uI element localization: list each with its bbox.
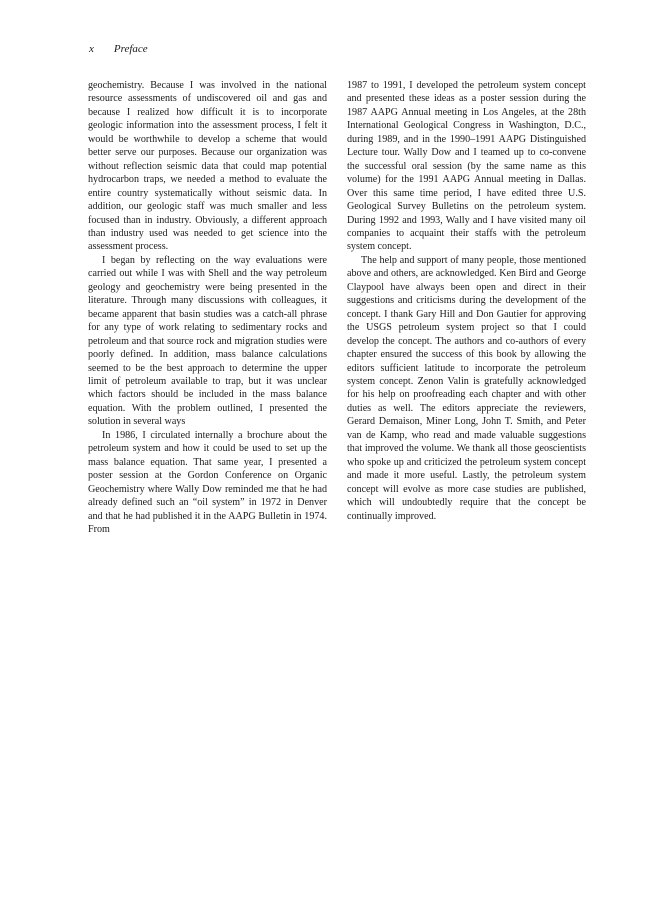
running-title: Preface	[113, 43, 148, 55]
page-number: x	[89, 43, 94, 55]
paragraph: I began by reflecting on the way evaluations were carried out while I was with Shell and the way petroleum geology and geochemistry were being presented in the literature. Through many discussions with colleagues, it became apparent that basin studies was a catch-all phrase for any type of work relating to sedimentary rocks and petroleum and that source rock and migration studies were poorly defined. In addition, mass balance calculations seemed to be the best approach to determine the upper limit of petroleum available to trap, but it was unclear which factors should be included in the mass balance equation. With the problem outlined, I presented the solution in several ways	[88, 254, 327, 428]
right-column	[347, 79, 586, 523]
left-column	[88, 79, 327, 536]
paragraph: The help and support of many people, those mentioned above and others, are acknowledged. Ken Bird and George Claypool have always been open and direct in their suggestions and criticisms during the development of the concept. I thank Gary Hill and Don Gautier for approving the USGS petroleum system project so that I could develop the concept. The authors and co-authors of every chapter ensured the success of this book by allowing the editors sufficient latitude to incorporate the petroleum system concept. Zenon Valin is gratefully acknowledged for his help on proofreading each chapter and with other duties as well. The editors appreciate the reviewers, Gerard Demaison, Miner Long, John T. Smith, and Peter van de Kamp, who read and made valuable suggestions that improved the volume. We thank all those geoscientists who spoke up and criticized the petroleum system concept and made it more useful. Lastly, the petroleum system concept will evolve as more case studies are published, which will undoubtedly require that the concept be continually improved.	[347, 254, 586, 522]
paragraph: 1987 to 1991, I developed the petroleum system concept and presented these ideas as a poster session during the 1987 AAPG Annual meeting in Los Angeles, at the 28th International Geological Congress in Washington, D.C., during 1989, and in the 1990–1991 AAPG Distinguished Lecture tour. Wally Dow and I teamed up to co-convene the successful oral session (by the same name as this volume) for the 1991 AAPG Annual meeting in Dallas. Over this same time period, I have edited three U.S. Geological Survey Bulletins on the petroleum system. During 1992 and 1993, Wally and I have visited many oil companies to acquaint their staffs with the petroleum system concept.	[347, 80, 586, 253]
running-head	[89, 43, 148, 55]
paragraph: geochemistry. Because I was involved in the national resource assessments of undiscovered oil and gas and because I realized how difficult it is to incorporate geologic information into the assessment process, I felt it would be worthwhile to develop a scheme that would better serve our purposes. Because our organization was without reflection seismic data that could map potential hydrocarbon traps, we needed a method to evaluate the entire country systematically without seismic data. In addition, our geologic staff was much smaller and less focused than in industry. Obviously, a different approach than industry used was needed to get science into the assessment process.	[88, 80, 327, 253]
paragraph: In 1986, I circulated internally a brochure about the petroleum system and how it could be used to set up the mass balance equation. That same year, I presented a poster session at the Gordon Conference on Organic Geochemistry where Wally Dow reminded me that he had already defined such an “oil system” in 1972 in Denver and that he had published it in the AAPG Bulletin in 1974. From	[88, 429, 327, 535]
